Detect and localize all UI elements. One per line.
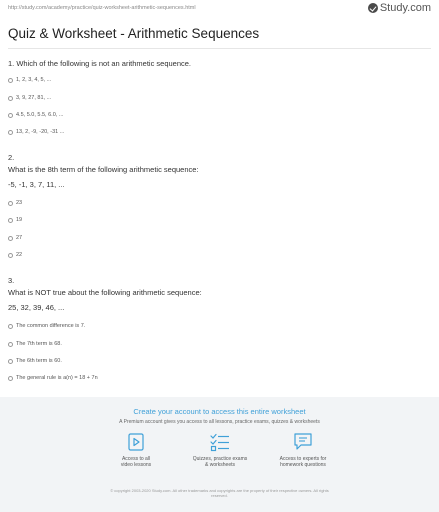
feature-label-line1: Access to all (121, 456, 151, 462)
question-2-option-b[interactable]: 19 (8, 217, 22, 223)
radio-icon[interactable] (8, 359, 13, 364)
question-2-sequence: -5, -1, 3, 7, 11, ... (8, 180, 65, 189)
question-2-text: What is the 8th term of the following arithmetic sequence: (8, 165, 199, 174)
feature-label-line2: video lessons (120, 462, 152, 468)
question-1-option-c[interactable]: 4.5, 5.0, 5.5, 6.0, ... (8, 112, 63, 118)
question-3-option-a[interactable]: The common difference is 7. (8, 323, 85, 329)
feature-label-line2: & worksheets (204, 462, 235, 468)
feature-video-lessons (91, 432, 181, 468)
feature-label-line1: Access to experts for (279, 456, 327, 462)
question-1-option-b[interactable]: 3, 9, 27, 81, ... (8, 95, 51, 101)
question-3-number: 3. (8, 276, 15, 285)
radio-icon[interactable] (8, 130, 13, 135)
copyright-line1: © copyright 2003-2020 Study.com. All other trademarks and copyrights are the property of their respective owners. All rights (110, 488, 329, 493)
question-3-option-c[interactable]: The 6th term is 60. (8, 358, 62, 364)
video-play-icon (126, 432, 146, 452)
question-1-option-d[interactable]: 13, 2, -9, -20, -31 ... (8, 129, 64, 135)
question-2-number: 2. (8, 153, 15, 162)
radio-icon[interactable] (8, 96, 13, 101)
question-1-option-a[interactable]: 1, 2, 3, 4, 5, ... (8, 77, 51, 83)
logo-text: Study.com (379, 2, 431, 14)
radio-icon[interactable] (8, 342, 13, 347)
checkmark-logo-icon (368, 3, 378, 13)
question-2-option-d[interactable]: 22 (8, 252, 22, 258)
feature-quizzes (175, 432, 265, 468)
radio-icon[interactable] (8, 376, 13, 381)
question-3-option-d[interactable]: The general rule is a(n) = 18 + 7n (8, 375, 98, 381)
radio-icon[interactable] (8, 218, 13, 223)
question-2-option-c[interactable]: 27 (8, 235, 22, 241)
copyright-notice (0, 488, 439, 498)
radio-icon[interactable] (8, 201, 13, 206)
radio-icon[interactable] (8, 113, 13, 118)
feature-label-line2: homework questions (280, 462, 326, 468)
top-bar (0, 0, 439, 16)
expert-chat-icon (292, 432, 314, 452)
create-account-link[interactable]: Create your account to access this entire worksheet (133, 407, 306, 416)
copyright-line2: reserved. (211, 493, 228, 498)
question-3-sequence: 25, 32, 39, 46, ... (8, 303, 65, 312)
feature-label-line1: Quizzes, practice exams (192, 456, 248, 462)
question-3-option-b[interactable]: The 7th term is 68. (8, 341, 62, 347)
question-1-text: 1. Which of the following is not an arithmetic sequence. (8, 59, 192, 68)
page-url: http://study.com/academy/practice/quiz-worksheet-arithmetic-sequences.html (8, 5, 196, 11)
radio-icon[interactable] (8, 236, 13, 241)
question-2-option-a[interactable]: 23 (8, 200, 22, 206)
radio-icon[interactable] (8, 78, 13, 83)
question-3-text: What is NOT true about the following arithmetic sequence: (8, 288, 202, 297)
quiz-checklist-icon (209, 432, 231, 452)
feature-experts (258, 432, 348, 468)
page-title: Quiz & Worksheet - Arithmetic Sequences (8, 26, 260, 41)
radio-icon[interactable] (8, 253, 13, 258)
title-divider (8, 48, 431, 49)
study-logo[interactable] (368, 2, 431, 14)
premium-description: A Premium account gives you access to all lessons, practice exams, quizzes & worksheets (119, 419, 320, 425)
radio-icon[interactable] (8, 324, 13, 329)
